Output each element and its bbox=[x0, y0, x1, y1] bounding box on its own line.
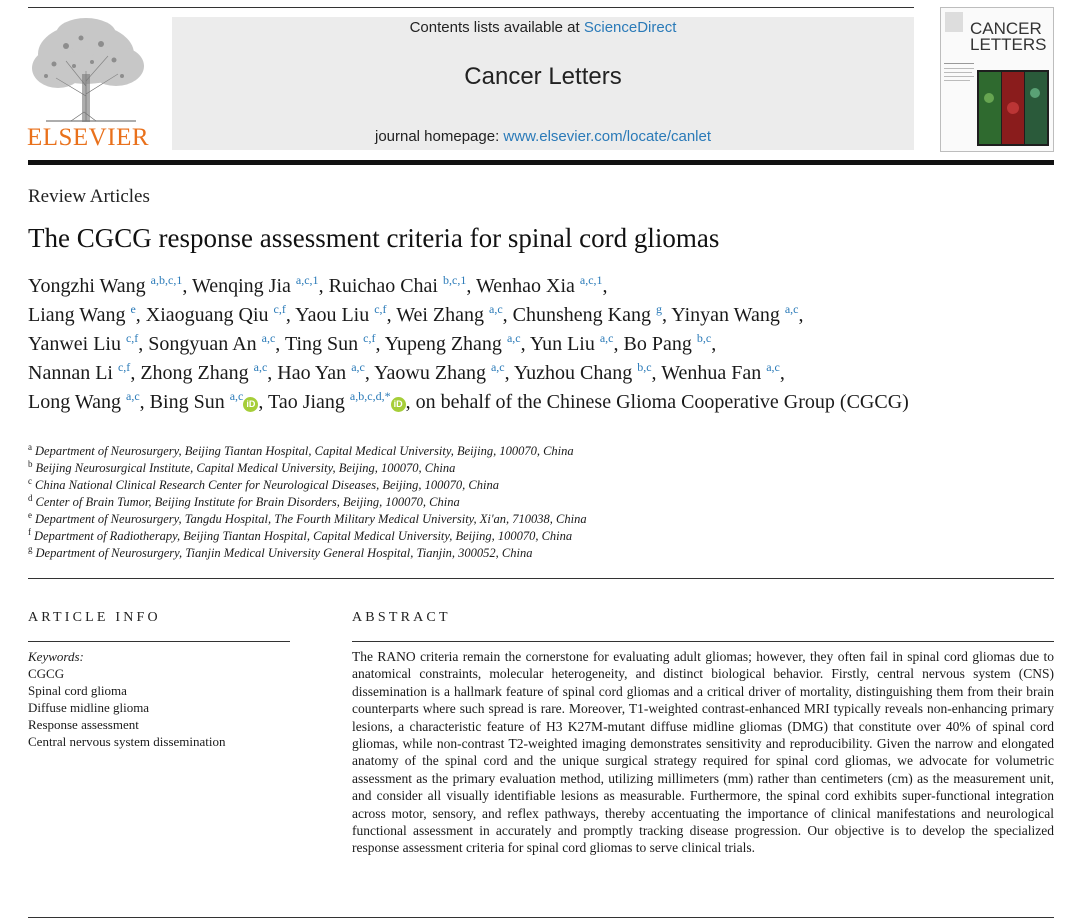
author-name[interactable]: Bing Sun bbox=[149, 391, 225, 413]
header-divider bbox=[28, 160, 1054, 165]
abstract-text: The RANO criteria remain the cornerstone for evaluating adult gliomas; however, they often fail in spinal cord gliomas due to anatomical constraints, molecular heterogeneity, and distinct biological behavior. Firstly, central nervous system (CNS) dissemination is a hallmark feature of spinal cord gliomas and a critical driver of mortality, distinguishing them from their brain counterparts where such spread is rare. Moreover, T1-weighted contrast-enhanced MRI typically reveals non-enhancing primary lesions, a characteristic feature of H3 K27M-mutant diffuse midline gliomas (DMG) that constitute over 40% of spinal cord gliomas, while non-contrast T2-weighted imaging demonstrates sensitivity and reproducibility. Given the narrow and elongated anatomy of the spinal cord and the unique surgical strategy required for spinal cord gliomas, we advocate for volumetric assessment as the primary evaluation method, utilizing millimeters (mm) rather than centimeters (cm) as the measurement unit, and consider all visually identifiable lesions as measurable. Furthermore, the spinal cord exhibits super-functional integration across motor, sensory, and reflex pathways, thereby accentuating the importance of clinical manifestations and neurological functional assessment in accurately and promptly tracking disease progression. Our objective is to develop the specialized response assessment criteria for spinal cord gliomas to serve clinical trials. bbox=[352, 649, 1054, 856]
author-affiliation-marks[interactable]: c,f bbox=[273, 302, 286, 316]
affiliation-text: Department of Radiotherapy, Beijing Tiantan Hospital, Capital Medical University, Beijing, 100070, China bbox=[34, 529, 573, 543]
keyword-item[interactable]: Response assessment bbox=[28, 717, 139, 732]
author-name[interactable]: Bo Pang bbox=[623, 333, 692, 355]
author-affiliation-marks[interactable]: b,c,1 bbox=[443, 273, 467, 287]
author-separator: , bbox=[798, 304, 804, 326]
author-separator: , bbox=[466, 275, 476, 297]
author-affiliation-marks[interactable]: a,c bbox=[253, 360, 268, 374]
author-affiliation-marks[interactable]: a,c bbox=[489, 302, 503, 316]
author-affiliation-marks[interactable]: a,c bbox=[506, 331, 521, 345]
affiliation-text: Beijing Neurosurgical Institute, Capital Medical University, Beijing, 100070, China bbox=[35, 461, 456, 475]
author-affiliation-marks[interactable]: a,c bbox=[126, 389, 140, 403]
homepage-line bbox=[172, 128, 914, 145]
author-separator: , bbox=[520, 333, 530, 355]
orcid-icon[interactable]: iD bbox=[391, 397, 406, 412]
author-affiliation-marks[interactable]: b,c bbox=[637, 360, 652, 374]
author-name[interactable]: Yaowu Zhang bbox=[374, 362, 486, 384]
author-affiliation-marks[interactable]: c,f bbox=[117, 360, 131, 374]
author-affiliation-marks[interactable]: a,c bbox=[229, 389, 244, 403]
affiliation-mark: d bbox=[28, 493, 33, 503]
publisher-wordmark[interactable]: ELSEVIER bbox=[26, 124, 150, 151]
author-affiliation-marks[interactable]: a,c bbox=[351, 360, 365, 374]
author-separator: , bbox=[182, 275, 192, 297]
authors-collaboration: on behalf of the Chinese Glioma Cooperative Group (CGCG) bbox=[415, 391, 909, 413]
author-affiliation-marks[interactable]: a,b,c,1 bbox=[150, 273, 183, 287]
author-separator: , bbox=[502, 304, 513, 326]
author-separator: , bbox=[779, 362, 785, 384]
keywords-block bbox=[28, 648, 328, 750]
author-separator: , bbox=[405, 391, 416, 413]
bottom-rule bbox=[28, 917, 1054, 918]
orcid-icon[interactable]: iD bbox=[243, 397, 258, 412]
author-name[interactable]: Yongzhi Wang bbox=[28, 275, 146, 297]
author-name[interactable]: Yaou Liu bbox=[295, 304, 370, 326]
author-separator: , bbox=[318, 275, 329, 297]
author-name[interactable]: Wenqing Jia bbox=[191, 275, 291, 297]
author-affiliation-marks[interactable]: c,f bbox=[363, 331, 376, 345]
cover-title-line2: LETTERS bbox=[970, 35, 1047, 54]
abstract-heading: ABSTRACT bbox=[352, 610, 451, 625]
author-affiliation-marks[interactable]: a,c,1 bbox=[579, 273, 603, 287]
affiliation-mark: c bbox=[28, 476, 32, 486]
affiliation-mark: b bbox=[28, 459, 33, 469]
author-name[interactable]: Chunsheng Kang bbox=[512, 304, 651, 326]
affiliation-item bbox=[28, 477, 1028, 494]
author-affiliation-marks[interactable]: a,b,c,d,* bbox=[349, 389, 391, 403]
affiliation-list bbox=[28, 443, 1028, 562]
homepage-link[interactable]: www.elsevier.com/locate/canlet bbox=[503, 128, 712, 145]
author-name[interactable]: Ting Sun bbox=[284, 333, 359, 355]
author-name[interactable]: Xiaoguang Qiu bbox=[145, 304, 269, 326]
author-name[interactable]: Tao Jiang bbox=[268, 391, 345, 413]
homepage-prefix: journal homepage: bbox=[374, 128, 504, 145]
affiliation-item bbox=[28, 443, 1028, 460]
author-separator: , bbox=[375, 333, 385, 355]
author-affiliation-marks[interactable]: a,c bbox=[261, 331, 276, 345]
affiliation-mark: e bbox=[28, 510, 32, 520]
author-name[interactable]: Wenhao Xia bbox=[475, 275, 575, 297]
author-separator: , bbox=[364, 362, 375, 384]
article-info-rule bbox=[28, 641, 290, 642]
affiliation-mark: g bbox=[28, 544, 33, 554]
affiliation-item bbox=[28, 494, 1028, 511]
author-separator: , bbox=[275, 333, 285, 355]
author-affiliation-marks[interactable]: a,c bbox=[490, 360, 505, 374]
author-name[interactable]: Yupeng Zhang bbox=[384, 333, 502, 355]
affiliation-mark: f bbox=[28, 527, 31, 537]
author-name[interactable]: Songyuan An bbox=[148, 333, 257, 355]
author-name[interactable]: Wenhua Fan bbox=[661, 362, 762, 384]
affiliation-text: Department of Neurosurgery, Tianjin Medical University General Hospital, Tianjin, 300052, China bbox=[35, 546, 533, 560]
author-name[interactable]: Yuzhou Chang bbox=[513, 362, 633, 384]
author-name[interactable]: Yanwei Liu bbox=[28, 333, 121, 355]
journal-title[interactable]: Cancer Letters bbox=[464, 63, 622, 90]
affiliation-item bbox=[28, 460, 1028, 477]
affiliation-item bbox=[28, 545, 1028, 562]
author-separator: , bbox=[504, 362, 514, 384]
author-separator: , bbox=[711, 333, 717, 355]
author-affiliation-marks[interactable]: a,c bbox=[766, 360, 780, 374]
author-separator: , bbox=[138, 333, 149, 355]
author-affiliation-marks[interactable]: e bbox=[130, 302, 136, 316]
article-section-label: Review Articles bbox=[28, 186, 150, 207]
author-separator: , bbox=[613, 333, 624, 355]
author-name[interactable]: Yun Liu bbox=[529, 333, 595, 355]
author-affiliation-marks[interactable]: a,c bbox=[784, 302, 799, 316]
top-rule bbox=[28, 7, 914, 8]
author-separator: , bbox=[602, 275, 608, 297]
author-separator: , bbox=[267, 362, 278, 384]
article-title: The CGCG response assessment criteria for spinal cord gliomas bbox=[28, 223, 720, 253]
keywords-label: Keywords: bbox=[28, 649, 84, 664]
author-affiliation-marks[interactable]: a,c bbox=[599, 331, 614, 345]
author-separator: , bbox=[386, 304, 397, 326]
author-name[interactable]: Yinyan Wang bbox=[671, 304, 780, 326]
affiliation-text: China National Clinical Research Center for Neurological Diseases, Beijing, 100070, China bbox=[35, 478, 499, 492]
author-name[interactable]: Liang Wang bbox=[28, 304, 126, 326]
author-name[interactable]: Nannan Li bbox=[28, 362, 113, 384]
author-list bbox=[28, 272, 1038, 417]
author-affiliation-marks[interactable]: c,f bbox=[374, 302, 387, 316]
author-name[interactable]: Ruichao Chai bbox=[328, 275, 438, 297]
abstract-rule bbox=[352, 641, 1054, 642]
author-affiliation-marks[interactable]: b,c bbox=[696, 331, 712, 345]
keywords-list bbox=[28, 665, 328, 750]
keyword-item[interactable]: CGCG bbox=[28, 666, 65, 681]
affiliation-item bbox=[28, 511, 1028, 528]
author-affiliation-marks[interactable]: a,c,1 bbox=[295, 273, 319, 287]
author-name[interactable]: Wei Zhang bbox=[396, 304, 485, 326]
keyword-item[interactable]: Diffuse midline glioma bbox=[28, 700, 150, 715]
keyword-item[interactable]: Central nervous system dissemination bbox=[28, 734, 226, 749]
sciencedirect-link[interactable]: ScienceDirect bbox=[583, 19, 677, 36]
affiliation-mark: a bbox=[28, 442, 32, 452]
article-info-heading: ARTICLE INFO bbox=[28, 610, 161, 625]
author-separator: , bbox=[258, 391, 268, 413]
author-name[interactable]: Zhong Zhang bbox=[140, 362, 249, 384]
contents-prefix: Contents lists available at bbox=[409, 19, 584, 36]
author-name[interactable]: Long Wang bbox=[28, 391, 122, 413]
affiliation-text: Center of Brain Tumor, Beijing Institute for Brain Disorders, Beijing, 100070, China bbox=[35, 495, 460, 509]
affiliation-text: Department of Neurosurgery, Tangdu Hospital, The Fourth Military Medical University, Xi'an, 710038, China bbox=[35, 512, 587, 526]
affiliation-item bbox=[28, 528, 1028, 545]
author-separator: , bbox=[130, 362, 141, 384]
author-separator: , bbox=[651, 362, 662, 384]
author-separator: , bbox=[662, 304, 672, 326]
author-separator: , bbox=[135, 304, 146, 326]
author-affiliation-marks[interactable]: g bbox=[656, 302, 662, 316]
author-separator: , bbox=[139, 391, 150, 413]
cover-title bbox=[970, 21, 1050, 53]
cover-title-line1: CANCER bbox=[970, 19, 1042, 38]
keyword-item[interactable]: Spinal cord glioma bbox=[28, 683, 127, 698]
author-name[interactable]: Hao Yan bbox=[277, 362, 347, 384]
section-divider bbox=[28, 578, 1054, 579]
contents-line bbox=[172, 19, 914, 36]
affiliation-text: Department of Neurosurgery, Beijing Tiantan Hospital, Capital Medical University, Beijing, 100070, China bbox=[35, 444, 574, 458]
author-affiliation-marks[interactable]: c,f bbox=[125, 331, 139, 345]
author-separator: , bbox=[285, 304, 296, 326]
